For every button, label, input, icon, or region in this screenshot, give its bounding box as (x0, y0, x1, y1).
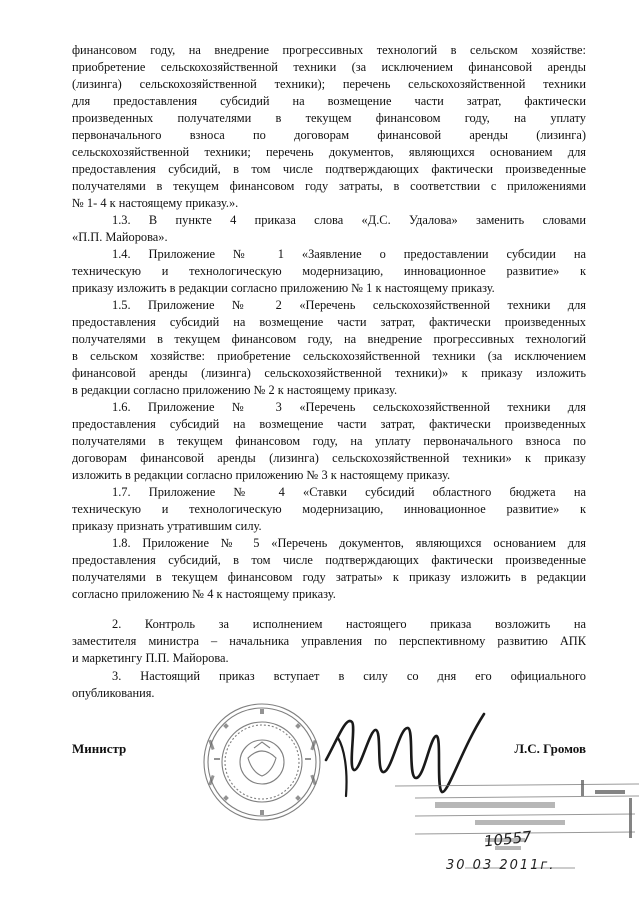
registration-number: 10557 (483, 827, 533, 851)
text-line: 1.5. Приложение № 2 «Перечень сельскохозяйственной техники для (112, 298, 586, 312)
registration-date: 30 03 2011г. (446, 858, 556, 873)
text-line: 3. Настоящий приказ вступает в силу со дня его официального (112, 669, 586, 683)
text-line: и маркетингу П.П. Майорова. (72, 651, 229, 665)
text-line: договорам финансовой аренды (лизинга) сельскохозяйственной техники» к приказу (72, 451, 586, 465)
text-line: финансовой аренды (лизинга) сельскохозяйственной техники)» к приказу изложить (72, 366, 586, 380)
text-line: приобретение сельскохозяйственной техники (за исключением финансовой аренды (72, 60, 586, 74)
text-line: 1.8. Приложение № 5 «Перечень документов, являющихся основанием для (112, 536, 586, 550)
text-line: техническую и технологическую модернизацию, инновационное развитие» к (72, 502, 586, 516)
text-line: произведенных получателями в текущем финансовом году, на уплату (72, 111, 586, 125)
text-line: предоставления субсидий, в том числе подтверждающих фактически произведенные (72, 162, 586, 176)
text-line: 1.4. Приложение № 1 «Заявление о предоставлении субсидии на (112, 247, 586, 261)
text-line: опубликования. (72, 686, 155, 700)
text-line: в сельском хозяйстве: приобретение сельскохозяйственной техники (за исключением (72, 349, 586, 363)
text-line: получателями в текущем финансовом году, на внедрение прогрессивных технологий (72, 332, 586, 346)
text-line: для предоставления субсидий на возмещение части затрат, фактически (72, 94, 586, 108)
text-line: приказу признать утратившим силу. (72, 519, 262, 533)
signature-row (72, 740, 586, 758)
text-line: в редакции согласно приложению № 2 к настоящему приказу. (72, 383, 398, 397)
text-line: получателями в текущем финансовом году, на уплату первоначального взноса по (72, 434, 586, 448)
text-line: сельскохозяйственной техники; перечень документов, являющихся основанием для (72, 145, 586, 159)
text-line: № 1- 4 к настоящему приказу.». (72, 196, 239, 210)
text-line: получателями в текущем финансовом году затраты» к приказу изложить в редакции (72, 570, 586, 584)
text-line: получателями в текущем финансовом году затраты, в соответствии с приложениями (72, 179, 586, 193)
signatory-name: Л.С. Громов (514, 741, 586, 756)
text-line: 1.7. Приложение № 4 «Ставки субсидий областного бюджета на (112, 485, 586, 499)
text-line: приказу изложить в редакции согласно приложению № 1 к настоящему приказу. (72, 281, 495, 295)
official-seal-icon (200, 700, 325, 825)
text-line: (лизинга) сельскохозяйственной техники); перечень сельскохозяйственной техники (72, 77, 586, 91)
text-line: 2. Контроль за исполнением настоящего приказа возложить на (112, 617, 586, 631)
signatory-title: Министр (72, 741, 127, 756)
text-line: заместителя министра – начальника управления по перспективному развитию АПК (72, 634, 586, 648)
text-line: изложить в редакции согласно приложению № 3 к настоящему приказу. (72, 468, 451, 482)
text-line: техническую и технологическую модернизацию, инновационное развитие» к (72, 264, 586, 278)
text-line: предоставления субсидий на возмещение части затрат, фактически произведенных (72, 417, 586, 431)
text-line: согласно приложению № 4 к настоящему приказу. (72, 587, 336, 601)
text-line: первоначального взноса по договорам финансовой аренды (лизинга) (72, 128, 586, 142)
text-line: «П.П. Майорова». (72, 230, 168, 244)
text-line: 1.3. В пункте 4 приказа слова «Д.С. Удалова» заменить словами (112, 213, 586, 227)
text-line: финансовом году, на внедрение прогрессивных технологий в сельском хозяйстве: (72, 43, 586, 57)
text-line: 1.6. Приложение № 3 «Перечень сельскохозяйственной техники для (112, 400, 586, 414)
text-line: предоставления субсидий, в том числе подтверждающих фактически произведенные (72, 553, 586, 567)
text-line: предоставления субсидий на возмещение части затрат, фактически произведенных (72, 315, 586, 329)
